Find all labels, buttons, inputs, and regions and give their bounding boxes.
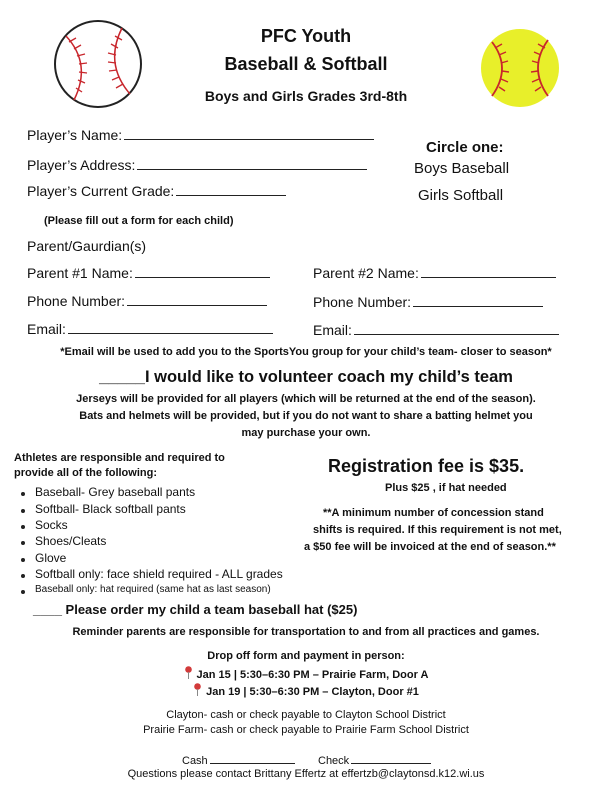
concession-note-1: **A minimum number of concession stand [323, 507, 544, 519]
pin-icon [193, 683, 202, 696]
equipment-line-2: Bats and helmets will be provided, but if you do not want to share a batting helmet you [79, 410, 533, 422]
parent1-name-label: Parent #1 Name: [27, 265, 133, 281]
equipment-line-1: Jerseys will be provided for all players (which will be returned at the end of the season). [76, 393, 536, 405]
cash-label: Cash [182, 755, 208, 767]
bullet-icon [21, 574, 25, 578]
transport-reminder: Reminder parents are responsible for transportation to and from all practices and games. [72, 626, 540, 638]
parents-heading: Parent/Gaurdian(s) [27, 238, 147, 254]
grades-heading: Boys and Girls Grades 3rd-8th [204, 88, 408, 104]
requirement-item: Baseball only: hat required (same hat as last season) [35, 584, 271, 595]
player-name-label: Player’s Name: [27, 127, 123, 143]
parent1-name-field[interactable] [27, 265, 270, 281]
equipment-line-3: may purchase your own. [241, 427, 371, 439]
phone1-field[interactable] [27, 293, 267, 309]
bullet-icon [21, 509, 25, 513]
cash-field[interactable] [182, 753, 295, 767]
bullet-icon [21, 590, 25, 594]
option-boys-baseball[interactable]: Boys Baseball [414, 160, 510, 177]
email2-label: Email: [313, 322, 352, 338]
bullet-icon [21, 525, 25, 529]
requirement-item: Softball- Black softball pants [35, 502, 186, 516]
email-note: *Email will be used to add you to the SportsYou group for your child’s team- closer to season* [60, 346, 552, 358]
player-address-field[interactable] [27, 157, 367, 173]
player-grade-label: Player’s Current Grade: [27, 183, 175, 199]
check-field[interactable] [318, 753, 431, 767]
requirements-heading-1: Athletes are responsible and required to [14, 452, 225, 464]
requirement-item: Socks [35, 518, 68, 532]
registration-fee: Registration fee is $35. [328, 456, 525, 476]
phone2-label: Phone Number: [313, 294, 412, 310]
requirement-item: Shoes/Cleats [35, 534, 107, 548]
parent2-name-label: Parent #2 Name: [313, 265, 419, 281]
requirement-item: Glove [35, 551, 67, 565]
payment-prairie-farm: Prairie Farm- cash or check payable to Prairie Farm School District [143, 724, 469, 736]
hat-order-blank[interactable]: ____ [33, 602, 62, 617]
payment-clayton: Clayton- cash or check payable to Clayton School District [166, 709, 446, 721]
phone2-field[interactable] [313, 294, 543, 310]
email1-label: Email: [27, 321, 66, 337]
dropoff-date-2-text: Jan 19 | 5:30–6:30 PM – Clayton, Door #1 [206, 686, 419, 698]
email2-field[interactable] [313, 322, 559, 338]
bullet-icon [21, 558, 25, 562]
requirements-heading-2: provide all of the following: [14, 467, 157, 479]
page-subtitle: Baseball & Softball [224, 54, 388, 74]
hat-fee: Plus $25 , if hat needed [385, 482, 507, 494]
contact-line: Questions please contact Brittany Effertz at effertzb@claytonsd.k12.wi.us [127, 768, 485, 780]
each-child-note: (Please fill out a form for each child) [44, 215, 234, 227]
dropoff-date-2 [0, 683, 612, 698]
dropoff-date-1-text: Jan 15 | 5:30–6:30 PM – Prairie Farm, Door A [196, 669, 429, 681]
player-grade-field[interactable] [27, 183, 286, 199]
hat-order-text: Please order my child a team baseball hat ($25) [65, 602, 358, 617]
option-girls-softball[interactable]: Girls Softball [418, 187, 504, 204]
bullet-icon [21, 541, 25, 545]
volunteer-text: I would like to volunteer coach my child’s team [144, 368, 513, 386]
pin-icon [184, 666, 193, 679]
player-address-label: Player’s Address: [27, 157, 136, 173]
concession-note-2: shifts is required. If this requirement is not met, [313, 524, 562, 536]
hat-order-line[interactable] [33, 602, 357, 617]
phone1-label: Phone Number: [27, 293, 126, 309]
dropoff-date-1 [0, 666, 612, 681]
volunteer-coach-line[interactable] [0, 368, 612, 387]
email1-field[interactable] [27, 321, 273, 337]
bullet-icon [21, 492, 25, 496]
check-label: Check [318, 755, 350, 767]
requirement-item: Softball only: face shield required - ALL grades [35, 567, 283, 581]
concession-note-3: a $50 fee will be invoiced at the end of season.** [304, 541, 556, 553]
volunteer-blank[interactable]: _____ [99, 368, 145, 386]
dropoff-heading: Drop off form and payment in person: [207, 650, 405, 662]
parent2-name-field[interactable] [313, 265, 556, 281]
player-name-field[interactable] [27, 127, 374, 143]
requirement-item: Baseball- Grey baseball pants [35, 485, 196, 499]
page-title: PFC Youth [260, 26, 352, 46]
circle-one-heading: Circle one: [426, 139, 504, 156]
